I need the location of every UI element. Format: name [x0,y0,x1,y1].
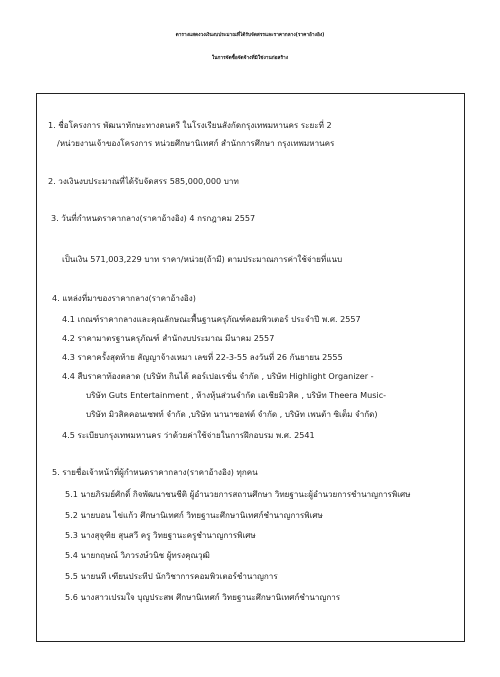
item-4-4-source-line-2: บริษัท Guts Entertainment , ห้างหุ้นส่วนจำกัด เอเชียมิวสิค , บริษัท Theera Music- [86,390,387,400]
item-5-heading: 5. รายชื่อเจ้าหน้าที่ผู้กำหนดราคากลาง(ราคาอ้างอิง) ทุกคน [52,467,258,477]
item-5-1-person: 5.1 นายภิรมย์ศักดิ์ กิจพัฒนาชนชีติ ผู้อำนวยการสถานศึกษา วิทยฐานะผู้อำนวยการชำนาญการพิเศษ [65,489,411,499]
item-5-5-person: 5.5 นายนที เฑียนประทีป นักวิชาการคอมพิวเตอร์ชำนาญการ [65,571,278,581]
item-4-3-source: 4.3 ราคาครั้งสุดท้าย สัญญาจ้างเหมา เลขที่ 22-3-55 ลงวันที่ 26 กันยายน 2555 [62,352,343,362]
item-1-project-name: 1. ชื่อโครงการ พัฒนาทักษะทางดนตรี ในโรงเรียนสังกัดกรุงเทพมหานคร ระยะที่ 2 [48,120,332,130]
item-3-amount: เป็นเงิน 571,003,229 บาท ราคา/หน่วย(ถ้ามี) ตามประมาณการค่าใช้จ่ายที่แนบ [62,254,343,264]
item-4-5-source: 4.5 ระเบียบกรุงเทพมหานคร ว่าด้วยค่าใช้จ่ายในการฝึกอบรม พ.ศ. 2541 [62,430,315,440]
item-5-4-person: 5.4 นายกฤษณ์ วิภวรงษ์วนิช ผู้ทรงคุณวุฒิ [65,550,210,560]
item-4-4-source-line-3: บริษัท มิวสิคคอนเซพท์ จำกัด ,บริษัท นานาซอฟต์ จำกัด , บริษัท เพนต้า ซิเต็ม จำกัด) [86,409,378,419]
item-3-reference-date: 3. วันที่กำหนดราคากลาง(ราคาอ้างอิง) 4 กรกฎาคม 2557 [51,213,256,223]
item-2-budget: 2. วงเงินงบประมาณที่ได้รับจัดสรร 585,000,000 บาท [48,176,239,186]
document-title-line-1: ตารางแสดงวงเงินงบประมาณที่ได้รับจัดสรรและราคากลาง(ราคาอ้างอิง) [175,33,325,38]
item-4-heading: 4. แหล่งที่มาของราคากลาง(ราคาอ้างอิง) [52,293,196,303]
item-4-1-source: 4.1 เกณฑ์ราคากลางและคุณลักษณะพื้นฐานครุภัณฑ์คอมพิวเตอร์ ประจำปี พ.ศ. 2557 [62,314,361,324]
item-5-3-person: 5.3 นางสุจุฑิย สุนสวี ครู วิทยฐานะครูชำนาญการพิเศษ [65,530,256,540]
item-5-6-person: 5.6 นางสาวเปรมใจ บุญประสพ ศึกษานิเทศก์ วิทยฐานะศึกษานิเทศก์ชำนาญการ [65,592,341,602]
item-5-2-person: 5.2 นายบอน ไข่แก้ว ศึกษานิเทศก์ วิทยฐานะศึกษานิเทศก์ชำนาญการพิเศษ [65,510,323,520]
document-title-line-2: ในการจัดซื้อจัดจ้างที่มิใช่งานก่อสร้าง [211,56,289,61]
item-4-4-source-line-1: 4.4 สืบราคาท้องตลาด (บริษัท กินได้ คอร์เปอเรชั่น จำกัด , บริษัท Highlight Organizer - [62,371,374,381]
item-4-2-source: 4.2 ราคามาตรฐานครุภัณฑ์ สำนักงบประมาณ มีนาคม 2557 [62,333,275,343]
item-1-owner-agency: /หน่วยงานเจ้าของโครงการ หน่วยศึกษานิเทศก์ สำนักการศึกษา กรุงเทพมหานคร [57,138,335,148]
